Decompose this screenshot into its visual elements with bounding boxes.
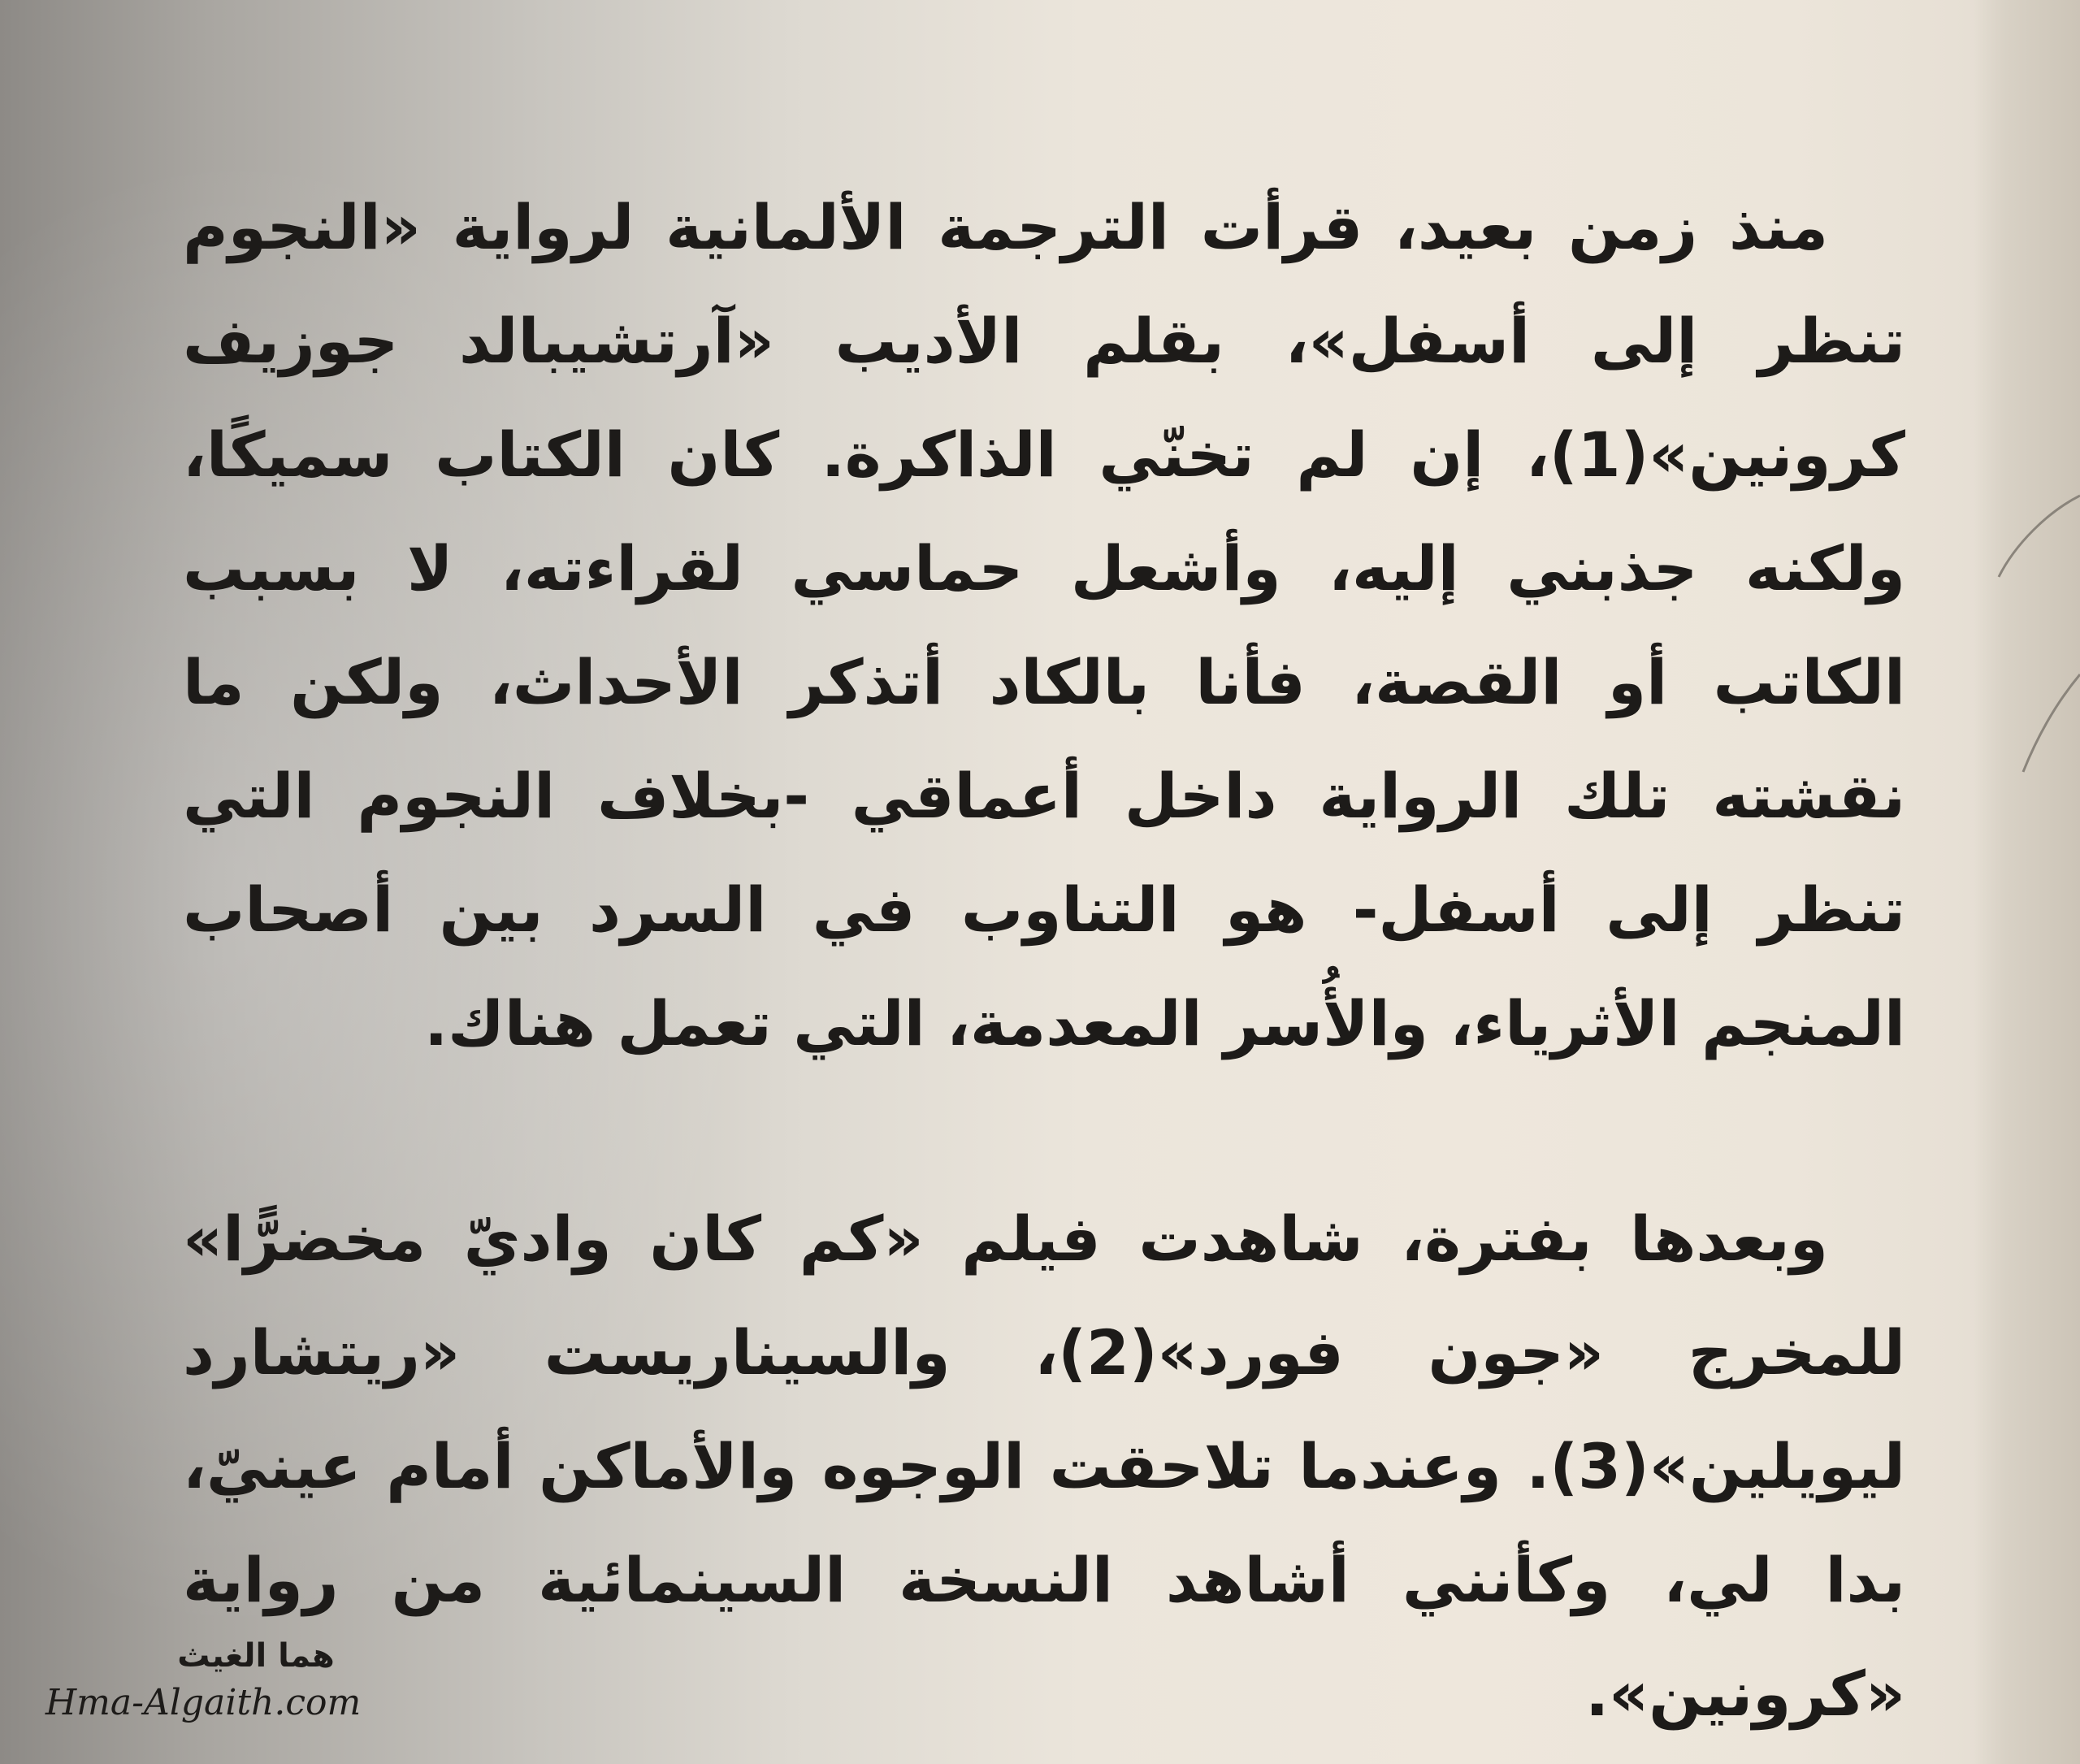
- watermark: [28, 1633, 378, 1727]
- paragraph-2-text: وبعدها بفترة، شاهدت فيلم «كم كان واديّ مخضرًّا» للمخرج «جون فورد»(2)، والسيناريست «ريتشارد ليويلين»(3). وعندما تلاحقت الوجوه والأماكن أمام عينيّ، بدا لي، وكأنني أشاهد النسخة السينمائية من رواية «كرونين».: [183, 1203, 1906, 1730]
- paragraph-2: [183, 1182, 1905, 1751]
- page-curl-lines: [1982, 488, 2080, 796]
- paragraph-1: [183, 171, 1905, 1081]
- watermark-url: Hma-Algaith.com: [45, 1682, 362, 1723]
- page-edge: [1974, 0, 2080, 1764]
- paragraph-1-text: منذ زمن بعيد، قرأت الترجمة الألمانية لرواية «النجوم تنظر إلى أسفل»، بقلم الأديب «آرتشيبالد جوزيف كرونين»(1)، إن لم تخنّي الذاكرة. كان الكتاب سميكًا، ولكنه جذبني إليه، وأشعل حماسي لقراءته، لا بسبب الكاتب أو القصة، فأنا بالكاد أتذكر الأحداث، ولكن ما نقشته تلك الرواية داخل أعماقي -بخلاف النجوم التي تنظر إلى أسفل- هو التناوب في السرد بين أصحاب المنجم الأثرياء، والأُسر المعدمة، التي تعمل هناك.: [183, 191, 1905, 1060]
- watermark-arabic: هما الغيث: [177, 1637, 335, 1675]
